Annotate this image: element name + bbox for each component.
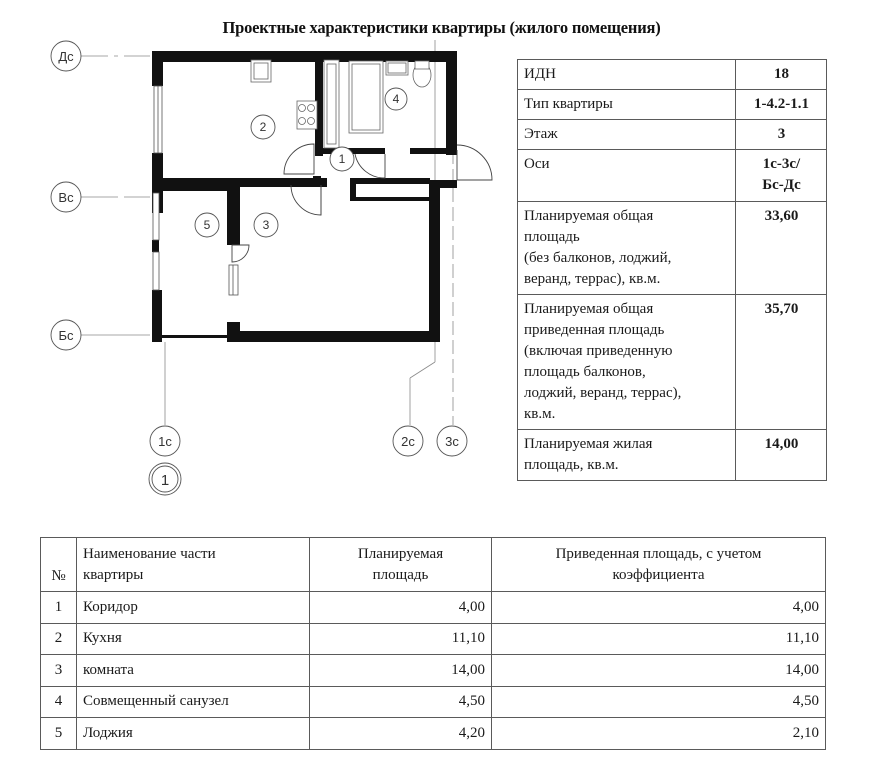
cell-reduced: 14,00 (492, 655, 826, 687)
info-value: 18 (736, 60, 827, 90)
cell-reduced: 11,10 (492, 623, 826, 655)
cell-name: Лоджия (77, 718, 310, 750)
cell-name: Совмещенный санузел (77, 686, 310, 718)
room-label-5: 5 (203, 218, 211, 232)
cell-no: 5 (41, 718, 77, 750)
cell-area: 4,50 (310, 686, 492, 718)
info-value-line: 1с-3с/ (762, 156, 801, 172)
header-name (77, 538, 310, 592)
cell-area: 4,00 (310, 592, 492, 624)
header-line: коэффициента (612, 566, 705, 583)
info-value (736, 150, 827, 202)
cell-no: 1 (41, 592, 77, 624)
header-line: Приведенная площадь, с учетом (555, 545, 762, 562)
info-label-line: приведенная площадь (524, 322, 665, 338)
info-label-line: (включая приведенную (524, 343, 673, 359)
axis-label-3c: 3с (445, 434, 459, 449)
info-label (518, 430, 736, 481)
header-line: квартиры (83, 566, 144, 583)
cell-area: 14,00 (310, 655, 492, 687)
table-row (41, 623, 826, 655)
header-reduced-area (492, 538, 826, 592)
info-value-line: Бс-Дс (762, 177, 801, 193)
axis-label-dc: Дс (58, 49, 74, 64)
info-label: ИДН (518, 60, 736, 90)
cell-reduced: 4,00 (492, 592, 826, 624)
room-label-4: 4 (392, 92, 400, 106)
info-label-line: кв.м. (524, 406, 556, 422)
info-label: Оси (518, 150, 736, 202)
cell-reduced: 2,10 (492, 718, 826, 750)
cell-name: Коридор (77, 592, 310, 624)
info-row-axes (518, 150, 827, 202)
info-value: 3 (736, 120, 827, 150)
info-label-line: площадь, кв.м. (524, 457, 619, 473)
header-line: площадь (372, 566, 429, 583)
info-label (518, 202, 736, 295)
header-line: Наименование части (83, 545, 216, 562)
cell-name: Кухня (77, 623, 310, 655)
info-value: 1-4.2-1.1 (736, 90, 827, 120)
info-label-line: Планируемая жилая (524, 436, 653, 452)
apartment-parts-table (40, 537, 826, 750)
table-row (41, 686, 826, 718)
header-area (310, 538, 492, 592)
info-label: Этаж (518, 120, 736, 150)
info-value: 33,60 (736, 202, 827, 295)
cell-no: 4 (41, 686, 77, 718)
info-row-type (518, 90, 827, 120)
room-label-3: 3 (262, 218, 270, 232)
page-title: Проектные характеристики квартиры (жилого помещения) (222, 18, 661, 37)
info-label-line: Планируемая общая (524, 301, 654, 317)
cell-area: 4,20 (310, 718, 492, 750)
cell-name: комната (77, 655, 310, 687)
header-line: Планируемая (357, 545, 444, 562)
table-row (41, 718, 826, 750)
info-row-floor (518, 120, 827, 150)
info-label-line: (без балконов, лоджий, (524, 250, 672, 266)
parts-header-row (41, 538, 826, 592)
axis-label-vc: Вс (58, 190, 74, 205)
info-label-line: площадь (524, 229, 580, 245)
cell-reduced: 4,50 (492, 686, 826, 718)
header-no: № (41, 538, 77, 592)
info-value: 14,00 (736, 430, 827, 481)
info-row-living-area (518, 430, 827, 481)
axis-label-1c: 1с (158, 434, 172, 449)
info-label: Тип квартиры (518, 90, 736, 120)
section-marker: 1 (160, 472, 170, 489)
info-value: 35,70 (736, 295, 827, 430)
info-label (518, 295, 736, 430)
info-row-idn (518, 60, 827, 90)
cell-no: 3 (41, 655, 77, 687)
info-label-line: лоджий, веранд, террас), (524, 385, 682, 401)
info-label-line: Планируемая общая (524, 208, 654, 224)
apartment-info-table (517, 59, 827, 481)
floor-plan (0, 0, 520, 520)
info-label-line: веранд, террас), кв.м. (524, 271, 661, 287)
info-label-line: площадь балконов, (524, 364, 646, 380)
table-row (41, 655, 826, 687)
axis-label-2c: 2с (401, 434, 415, 449)
cell-no: 2 (41, 623, 77, 655)
info-row-total-area (518, 202, 827, 295)
info-row-reduced-area (518, 295, 827, 430)
cell-area: 11,10 (310, 623, 492, 655)
table-row (41, 592, 826, 624)
room-label-1: 1 (338, 152, 346, 166)
room-label-2: 2 (259, 120, 267, 134)
axis-label-bc: Бс (58, 328, 74, 343)
